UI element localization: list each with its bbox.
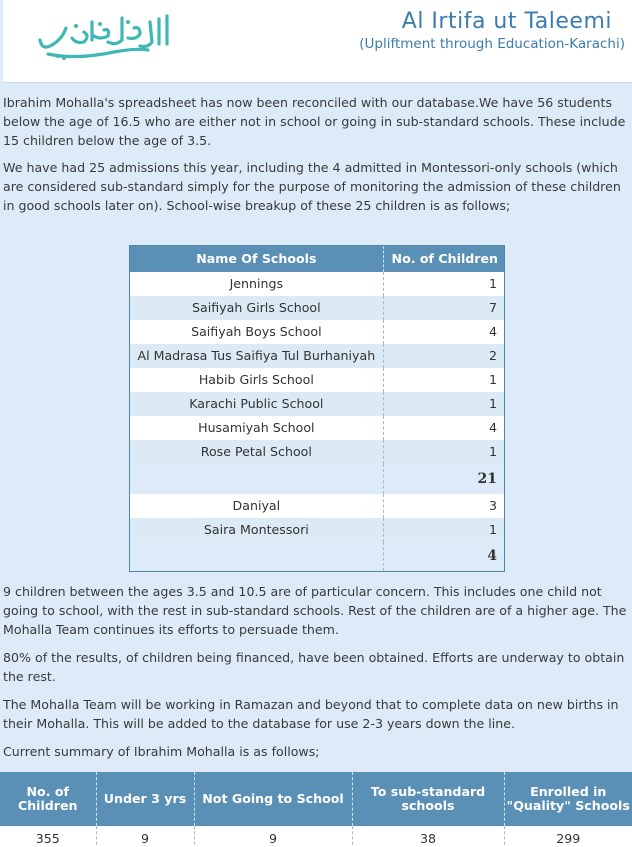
table-row	[130, 518, 505, 542]
school-name: Karachi Public School	[130, 392, 384, 416]
arabic-calligraphy-logo[interactable]	[36, 10, 176, 64]
summary-header-under3: Under 3 yrs	[96, 772, 194, 826]
table-row	[0, 826, 632, 847]
school-name: Saifiyah Boys School	[130, 320, 384, 344]
school-name: Al Madrasa Tus Saifiya Tul Burhaniyah	[130, 344, 384, 368]
table-row	[130, 440, 505, 464]
table-row	[130, 494, 505, 518]
summary-header-substandard: To sub-standard schools	[352, 772, 504, 826]
school-name: Daniyal	[130, 494, 384, 518]
schools-header-count: No. of Children	[383, 246, 504, 272]
school-count: 2	[383, 344, 504, 368]
outro-paragraph-1: 9 children between the ages 3.5 and 10.5 are of particular concern. This includes one child not going to school, with the rest in sub-standard schools. Rest of the children are of a higher age. The Mohalla Team continues its efforts to persuade them.	[3, 584, 627, 637]
summary-value-quality: 299	[504, 826, 632, 847]
table-row	[130, 416, 505, 440]
site-header	[0, 0, 632, 83]
site-title: Al Irtifa ut Taleemi	[401, 9, 612, 34]
outro-paragraph-3: The Mohalla Team will be working in Ramazan and beyond that to complete data on new births in their Mohalla. This will be added to the database for use 2-3 years down the line.	[3, 697, 619, 731]
intro-paragraph-2: We have had 25 admissions this year, including the 4 admitted in Montessori-only schools (which are considered sub-standard simply for the purpose of monitoring the admission of these children in good schools later on). School-wise breakup of these 25 children is as follows;	[3, 160, 621, 213]
school-name: Husamiyah School	[130, 416, 384, 440]
summary-header-not-going: Not Going to School	[194, 772, 352, 826]
subtotal-value: 21	[383, 464, 504, 494]
school-count: 7	[383, 296, 504, 320]
schools-table	[129, 245, 505, 572]
summary-value-under3: 9	[96, 826, 194, 847]
summary-value-substandard: 38	[352, 826, 504, 847]
school-count: 1	[383, 518, 504, 542]
school-count: 1	[383, 368, 504, 392]
subtotal-spacer	[130, 464, 384, 494]
schools-header-name: Name Of Schools	[130, 246, 384, 272]
school-name: Saifiyah Girls School	[130, 296, 384, 320]
summary-header-quality: Enrolled in "Quality" Schools	[504, 772, 632, 826]
montessori-total-row	[130, 542, 505, 572]
intro-paragraph-1: Ibrahim Mohalla's spreadsheet has now been reconciled with our database.We have 56 students below the age of 16.5 who are either not in school or going in sub-standard schools. These include 15 children below the age of 3.5.	[3, 95, 626, 148]
montessori-total-value: 4	[383, 542, 504, 572]
summary-header-total: No. of Children	[0, 772, 96, 826]
school-count: 4	[383, 416, 504, 440]
outro-text	[3, 582, 631, 770]
school-count: 3	[383, 494, 504, 518]
school-count: 1	[383, 392, 504, 416]
table-row	[130, 392, 505, 416]
table-row	[130, 368, 505, 392]
header-left-rule	[0, 0, 3, 83]
table-row	[130, 272, 505, 296]
intro-text	[3, 93, 631, 223]
school-name: Habib Girls School	[130, 368, 384, 392]
summary-value-not-going: 9	[194, 826, 352, 847]
site-subtitle: (Upliftment through Education-Karachi)	[359, 36, 625, 52]
table-row	[130, 296, 505, 320]
subtotal-row	[130, 464, 505, 494]
table-row	[130, 344, 505, 368]
outro-paragraph-4: Current summary of Ibrahim Mohalla is as follows;	[3, 744, 320, 759]
summary-table	[0, 772, 632, 847]
table-row	[130, 320, 505, 344]
school-count: 4	[383, 320, 504, 344]
school-count: 1	[383, 440, 504, 464]
summary-value-total: 355	[0, 826, 96, 847]
school-name: Jennings	[130, 272, 384, 296]
school-count: 1	[383, 272, 504, 296]
outro-paragraph-2: 80% of the results, of children being financed, have been obtained. Efforts are underway to obtain the rest.	[3, 650, 625, 684]
school-name: Rose Petal School	[130, 440, 384, 464]
school-name: Saira Montessori	[130, 518, 384, 542]
montessori-total-spacer	[130, 542, 384, 572]
